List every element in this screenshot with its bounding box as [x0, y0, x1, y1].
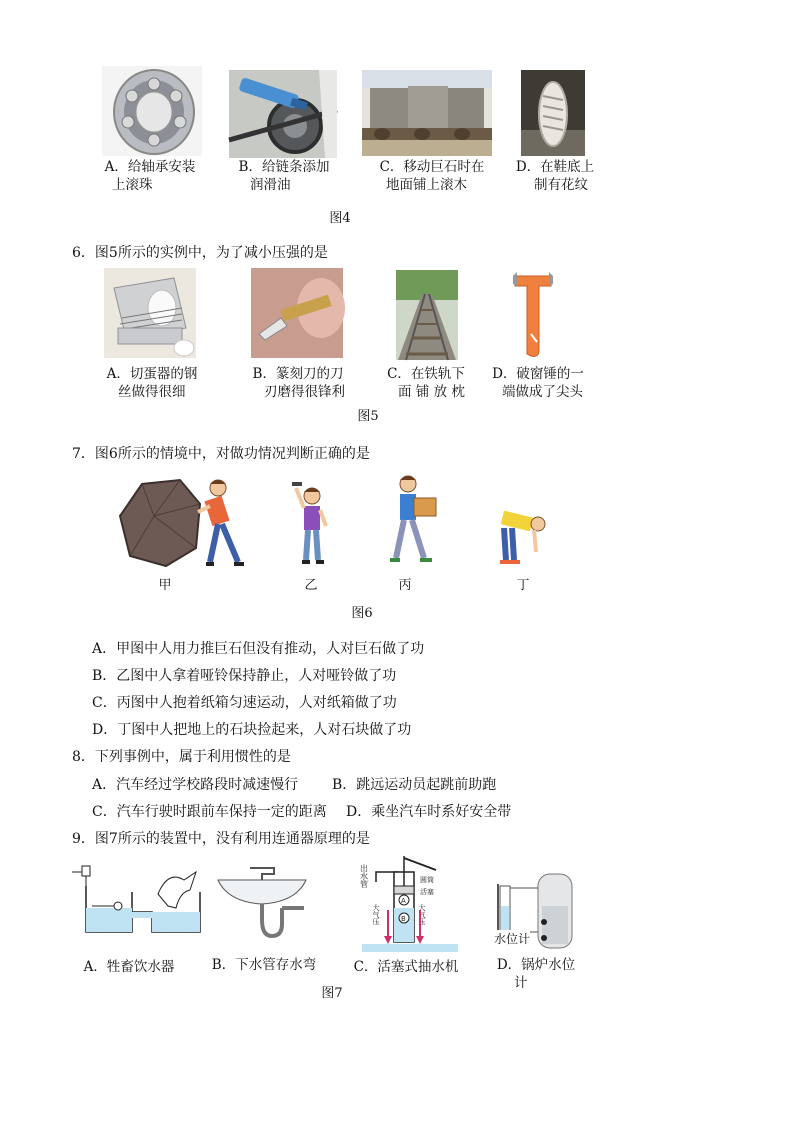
hold-dumbbell-illustration — [292, 480, 332, 566]
valve-b-label: B — [401, 915, 406, 923]
pump-label-cylinder: 圆筒 — [420, 876, 434, 884]
push-boulder-illustration — [114, 476, 248, 568]
boiler-gauge-diagram — [494, 866, 578, 952]
scene-label-bing: 丙 — [398, 578, 412, 593]
q7-stem: 7．图6所示的情境中，对做功情况判断正确的是 — [72, 446, 370, 462]
q8-option-b: B．跳远运动员起跳前助跑 — [332, 777, 497, 793]
valve-a-label: A — [401, 897, 406, 905]
pump-label-atm-left: 大气压 — [372, 904, 380, 925]
bearing-photo — [102, 66, 202, 156]
q6-option-b: B．篆刻刀的刀 刃磨得很锋利 — [252, 366, 345, 400]
q7-option-a: A．甲图中人用力推巨石但没有推动，人对巨石做了功 — [92, 641, 425, 657]
water-gauge-label: 水位计 — [494, 932, 531, 946]
fig4-option-a: A．给轴承安装 上滚珠 — [104, 159, 196, 193]
stone-rollers-photo — [362, 70, 492, 156]
fig4-option-b: B．给链条添加 润滑油 — [238, 159, 330, 193]
fig7-label: 图7 — [321, 986, 343, 1001]
fig5-label: 图5 — [357, 409, 379, 424]
piston-pump-diagram — [359, 856, 458, 952]
scene-label-ding: 丁 — [516, 578, 530, 593]
livestock-waterer-diagram — [72, 862, 204, 946]
carry-box-illustration — [390, 474, 440, 566]
shoe-sole-photo — [521, 70, 585, 156]
q9-option-b: B．下水管存水弯 — [211, 957, 317, 973]
pump-label-atm-right: 大气压 — [418, 904, 426, 925]
q6-option-a: A．切蛋器的钢 丝做得很细 — [106, 366, 198, 400]
pump-label-piston: 活塞 — [420, 888, 434, 896]
fig4-label: 图4 — [329, 211, 351, 226]
q6-stem: 6．图5所示的实例中，为了减小压强的是 — [72, 245, 328, 261]
q7-option-b: B．乙图中人拿着哑铃保持静止，人对哑铃做了功 — [92, 668, 397, 684]
fig6-label: 图6 — [351, 606, 373, 621]
q9-option-d: D．锅炉水位 计 — [496, 957, 576, 991]
q7-option-c: C．丙图中人抱着纸箱匀速运动，人对纸箱做了功 — [92, 695, 397, 711]
q8-option-a: A．汽车经过学校路段时减速慢行 — [92, 777, 299, 793]
q7-option-d: D．丁图中人把地上的石块捡起来，人对石块做了功 — [92, 722, 412, 738]
q9-stem: 9．图7所示的装置中，没有利用连通器原理的是 — [72, 831, 370, 847]
fig4-option-c: C．移动巨石时在 地面铺上滚木 — [379, 159, 485, 193]
q8-stem: 8．下列事例中，属于利用惯性的是 — [72, 749, 291, 765]
scene-label-yi: 乙 — [304, 578, 318, 593]
q6-option-c: C．在铁轨下 面 铺 放 枕 — [387, 366, 465, 400]
q6-option-d: D．破窗锤的一 端做成了尖头 — [492, 366, 584, 400]
q8-option-c: C．汽车行驶时跟前车保持一定的距离 — [92, 804, 327, 820]
fig4-option-d: D．在鞋底上 制有花纹 — [515, 159, 595, 193]
bike-chain-photo — [229, 70, 337, 158]
q8-option-d: D．乘坐汽车时系好安全带 — [346, 804, 512, 820]
q9-option-c: C．活塞式抽水机 — [353, 959, 459, 975]
pick-up-stone-illustration — [498, 508, 550, 566]
drain-trap-diagram — [214, 862, 310, 948]
carving-knife-photo — [251, 268, 343, 358]
egg-slicer-photo — [104, 268, 196, 358]
railway-track-photo — [396, 270, 458, 360]
q9-option-a: A．牲畜饮水器 — [83, 959, 175, 975]
scene-label-jia: 甲 — [158, 578, 172, 593]
window-breaker-hammer-photo — [511, 270, 555, 360]
pump-label-outlet: 出水管 — [359, 864, 369, 888]
